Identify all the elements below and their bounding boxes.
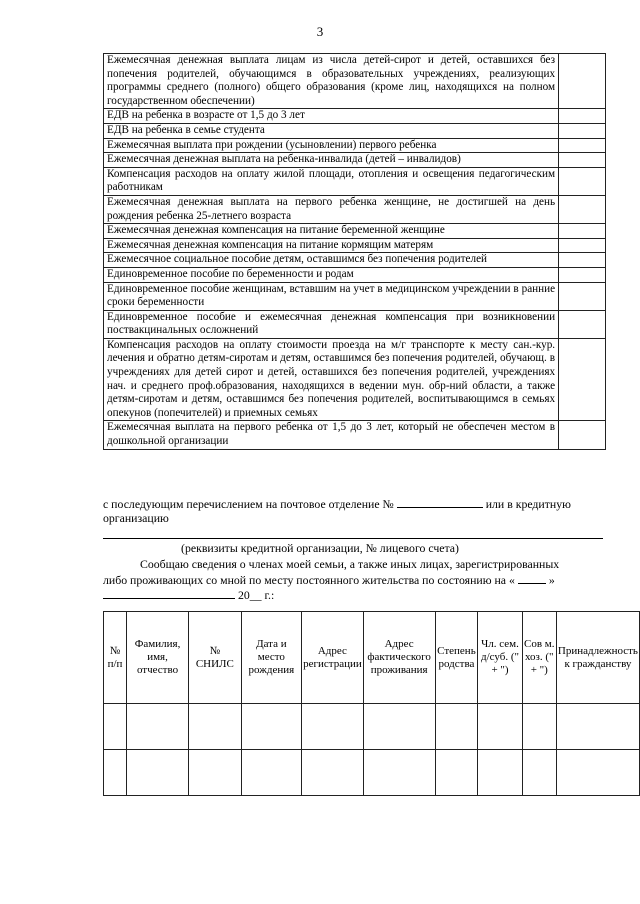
benefit-option-checkbox[interactable] — [559, 123, 606, 138]
benefit-option-row — [104, 224, 606, 239]
transfer-line-2: организацию — [103, 511, 169, 525]
transfer-text: с последующим перечислением на почтовое отделение № — [103, 497, 394, 511]
benefit-option-row — [104, 238, 606, 253]
family-cell[interactable] — [522, 750, 556, 796]
benefit-option-label: Единовременное пособие по беременности и родам — [104, 267, 559, 282]
family-cell[interactable] — [241, 750, 301, 796]
benefit-option-label: Ежемесячная денежная компенсация на питание беременной женщине — [104, 224, 559, 239]
family-cell[interactable] — [104, 704, 127, 750]
benefit-option-checkbox[interactable] — [559, 310, 606, 338]
benefit-option-label: Ежемесячная денежная выплата лицам из числа детей-сирот и детей, оставшихся без попечения родителей, обучающимся в образовательных учреждениях, реализующих программы среднего (полного) общего образования (кроме лиц, находящихся на полном государственном обеспечении) — [104, 54, 559, 109]
benefit-option-label: Компенсация расходов на оплату стоимости проезда на м/г транспорте к месту сан.-кур. лечения и обратно детям-сиротам и детям, оставшимся без попечения родителей, обучающ. в учреждениях для детей сирот и детей, оставшихся без попечения родителей, учреждениях нач. и среднего проф.образования, находящихся в ведении мун. обр-ний области, а также детям-сиротам и детям, оставшимся без попечения родителей, воспитывающимся в семьях опекунов (попечителей) и приемных семьях — [104, 338, 559, 421]
benefit-option-checkbox[interactable] — [559, 421, 606, 449]
benefit-option-label: Ежемесячная выплата при рождении (усыновлении) первого ребенка — [104, 138, 559, 153]
benefit-option-label: Ежемесячное социальное пособие детям, оставшимся без попечения родителей — [104, 253, 559, 268]
benefit-option-checkbox[interactable] — [559, 153, 606, 168]
page-number: 3 — [316, 24, 324, 39]
family-cell[interactable] — [126, 704, 188, 750]
family-cell[interactable] — [241, 704, 301, 750]
benefit-option-label: Ежемесячная выплата на первого ребенка от 1,5 до 3 лет, который не обеспечен местом в дошкольной организации — [104, 421, 559, 449]
benefit-option-row — [104, 138, 606, 153]
benefit-option-checkbox[interactable] — [559, 238, 606, 253]
benefit-options-table — [103, 53, 606, 450]
family-cell[interactable] — [302, 750, 364, 796]
benefit-option-label: Ежемесячная денежная выплата на ребенка-инвалида (детей – инвалидов) — [104, 153, 559, 168]
benefit-option-row — [104, 153, 606, 168]
benefit-option-label: Ежемесячная денежная выплата на первого ребенка женщине, не достигшей на день рождения ребенка 25-летнего возраста — [104, 195, 559, 223]
family-intro-text: либо проживающих со мной по месту постоянного жительства по состоянию на — [103, 573, 507, 587]
benefit-option-label: Единовременное пособие женщинам, вставшим на учет в медицинском учреждении в ранние сроки беременности — [104, 282, 559, 310]
benefit-option-row — [104, 338, 606, 421]
benefit-option-checkbox[interactable] — [559, 253, 606, 268]
family-cell[interactable] — [556, 704, 639, 750]
quote-open: « — [509, 573, 515, 587]
family-cell[interactable] — [363, 750, 435, 796]
benefit-option-row — [104, 195, 606, 223]
bank-details-caption: (реквизиты кредитной организации, № лицевого счета) — [181, 541, 459, 555]
family-table — [103, 611, 640, 796]
benefit-option-label: Единовременное пособие и ежемесячная денежная компенсация при возникновении поствакцинальных осложнений — [104, 310, 559, 338]
family-col-header: Дата и место рождения — [241, 612, 301, 704]
transfer-text-2: или в кредитную — [485, 497, 571, 511]
family-col-header: № СНИЛС — [189, 612, 242, 704]
benefit-option-label: ЕДВ на ребенка в семье студента — [104, 123, 559, 138]
date-line — [103, 587, 274, 602]
family-intro-2 — [103, 572, 555, 587]
family-col-header: Степень родства — [435, 612, 478, 704]
benefit-option-row — [104, 310, 606, 338]
benefit-option-row — [104, 54, 606, 109]
benefit-option-label: Ежемесячная денежная компенсация на питание кормящим матерям — [104, 238, 559, 253]
family-col-header: Фамилия, имя, отчество — [126, 612, 188, 704]
family-cell[interactable] — [104, 750, 127, 796]
family-cell[interactable] — [478, 704, 522, 750]
family-cell[interactable] — [189, 750, 242, 796]
benefit-option-row — [104, 267, 606, 282]
benefit-option-row — [104, 421, 606, 449]
benefit-option-checkbox[interactable] — [559, 54, 606, 109]
benefit-option-label: ЕДВ на ребенка в возрасте от 1,5 до 3 лет — [104, 109, 559, 124]
family-col-header: № п/п — [104, 612, 127, 704]
benefit-option-row — [104, 167, 606, 195]
family-row — [104, 750, 640, 796]
family-cell[interactable] — [189, 704, 242, 750]
family-col-header: Адрес регистрации — [302, 612, 364, 704]
family-col-header: Адрес фактического проживания — [363, 612, 435, 704]
benefit-option-checkbox[interactable] — [559, 195, 606, 223]
benefit-option-checkbox[interactable] — [559, 282, 606, 310]
day-field[interactable] — [518, 572, 546, 584]
benefit-option-checkbox[interactable] — [559, 109, 606, 124]
family-col-header: Сов м. хоз. (" + ") — [522, 612, 556, 704]
family-col-header: Чл. сем. д/суб. (" + ") — [478, 612, 522, 704]
benefit-option-row — [104, 123, 606, 138]
benefit-option-row — [104, 253, 606, 268]
quote-close: » — [548, 573, 555, 587]
family-cell[interactable] — [302, 704, 364, 750]
benefit-option-checkbox[interactable] — [559, 338, 606, 421]
benefit-option-label: Компенсация расходов на оплату жилой площади, отопления и освещения педагогическим работникам — [104, 167, 559, 195]
benefit-option-checkbox[interactable] — [559, 224, 606, 239]
benefit-option-row — [104, 282, 606, 310]
family-cell[interactable] — [126, 750, 188, 796]
month-field[interactable] — [103, 587, 235, 599]
family-row — [104, 704, 640, 750]
family-cell[interactable] — [435, 750, 478, 796]
year-text: 20__ г.: — [237, 588, 275, 602]
transfer-line — [103, 496, 571, 511]
family-cell[interactable] — [556, 750, 639, 796]
family-cell[interactable] — [435, 704, 478, 750]
family-cell[interactable] — [478, 750, 522, 796]
family-cell[interactable] — [363, 704, 435, 750]
benefit-option-checkbox[interactable] — [559, 138, 606, 153]
benefit-option-checkbox[interactable] — [559, 167, 606, 195]
post-office-field[interactable] — [397, 496, 483, 508]
bank-details-field[interactable] — [103, 538, 603, 539]
benefit-option-checkbox[interactable] — [559, 267, 606, 282]
family-col-header: Принадлежность к гражданству — [556, 612, 639, 704]
family-cell[interactable] — [522, 704, 556, 750]
benefit-option-row — [104, 109, 606, 124]
family-intro: Сообщаю сведения о членах моей семьи, а также иных лицах, зарегистрированных — [140, 557, 560, 571]
